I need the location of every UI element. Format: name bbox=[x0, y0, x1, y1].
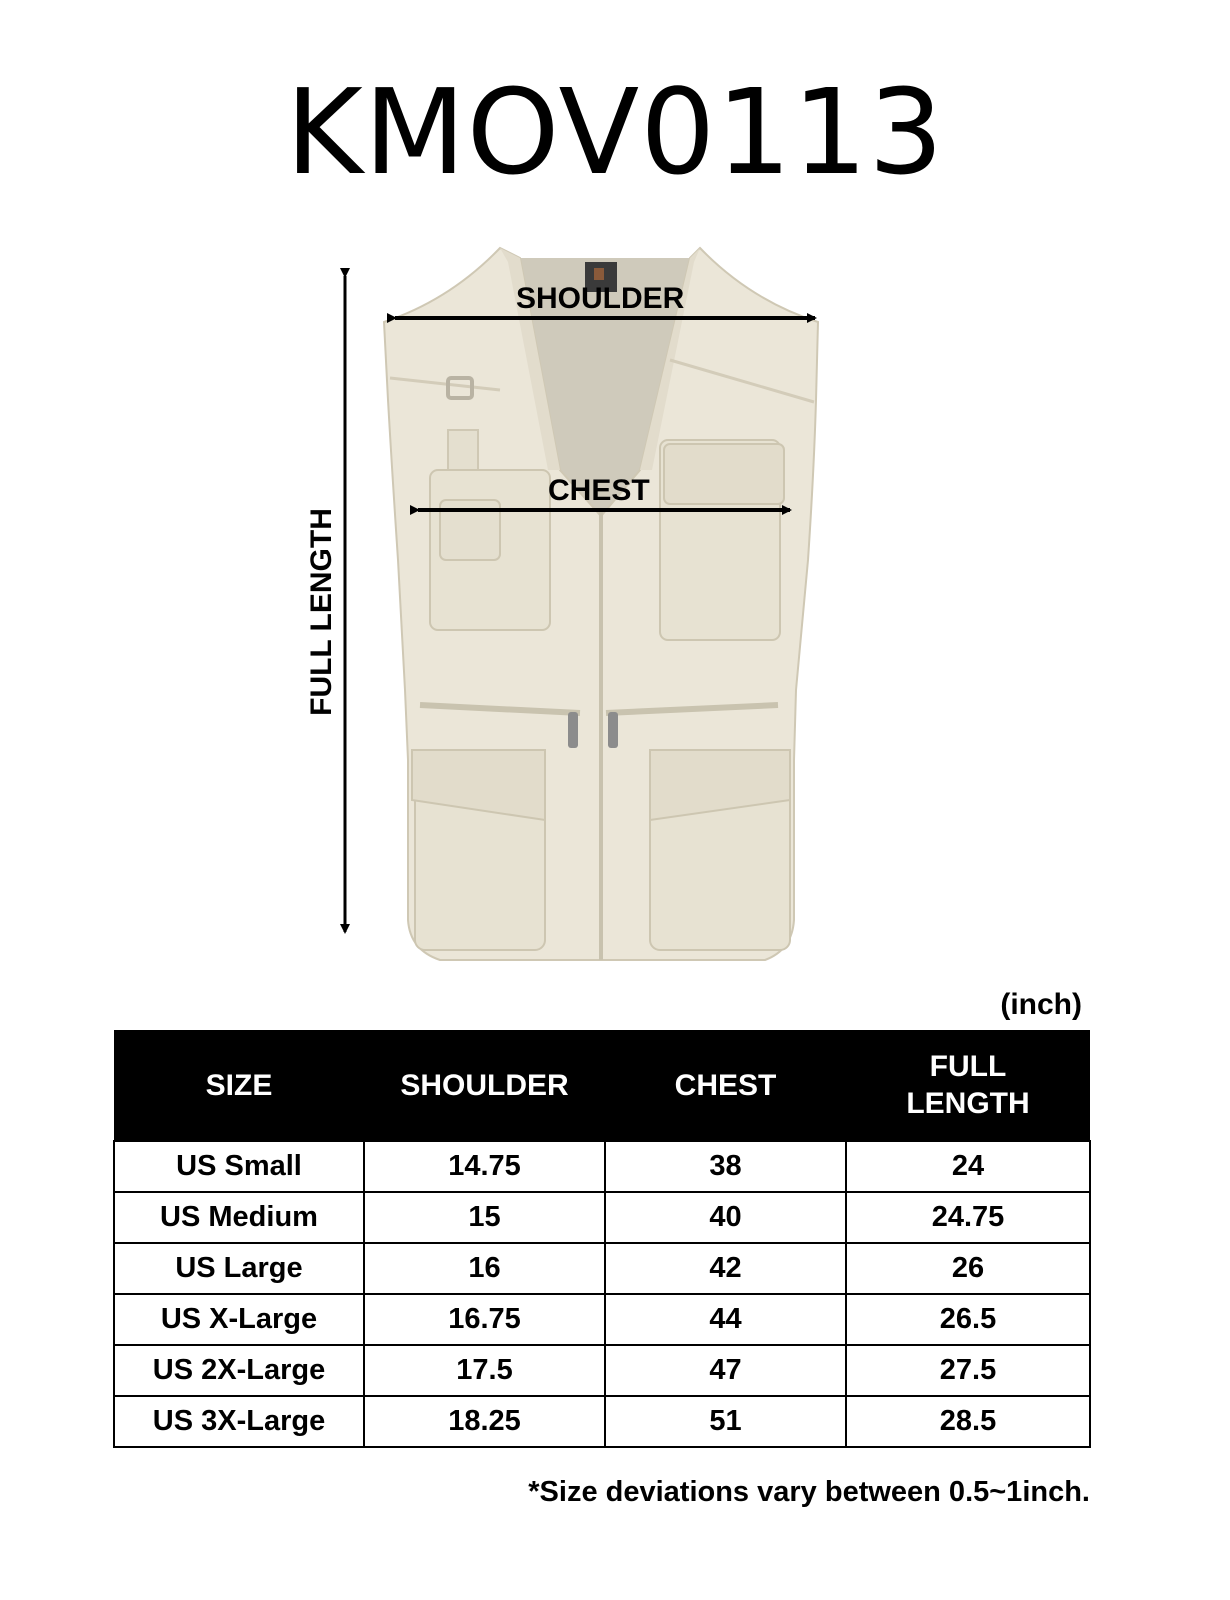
cell-chest: 42 bbox=[605, 1243, 846, 1294]
zipper-pull-icon bbox=[568, 712, 578, 748]
cell-shoulder: 18.25 bbox=[364, 1396, 605, 1447]
cell-size: US X-Large bbox=[114, 1294, 364, 1345]
cell-chest: 38 bbox=[605, 1141, 846, 1192]
header-chest: CHEST bbox=[605, 1030, 846, 1141]
table-row bbox=[114, 1396, 1090, 1447]
size-deviation-note: *Size deviations vary between 0.5~1inch. bbox=[528, 1476, 1090, 1508]
header-full-length: FULL LENGTH bbox=[846, 1030, 1090, 1141]
cell-shoulder: 16.75 bbox=[364, 1294, 605, 1345]
shoulder-label: SHOULDER bbox=[516, 282, 685, 315]
cell-chest: 40 bbox=[605, 1192, 846, 1243]
table-row bbox=[114, 1294, 1090, 1345]
cell-chest: 51 bbox=[605, 1396, 846, 1447]
table-row bbox=[114, 1141, 1090, 1192]
table-row bbox=[114, 1243, 1090, 1294]
cell-full-length: 24.75 bbox=[846, 1192, 1090, 1243]
chest-label: CHEST bbox=[548, 474, 650, 507]
header-shoulder: SHOULDER bbox=[364, 1030, 605, 1141]
cell-full-length: 26.5 bbox=[846, 1294, 1090, 1345]
cell-full-length: 24 bbox=[846, 1141, 1090, 1192]
cell-shoulder: 17.5 bbox=[364, 1345, 605, 1396]
cell-chest: 44 bbox=[605, 1294, 846, 1345]
cell-size: US Large bbox=[114, 1243, 364, 1294]
header-size: SIZE bbox=[114, 1030, 364, 1141]
cell-chest: 47 bbox=[605, 1345, 846, 1396]
table-header-row bbox=[114, 1030, 1090, 1141]
size-chart-table bbox=[113, 1030, 1091, 1448]
cell-shoulder: 15 bbox=[364, 1192, 605, 1243]
table-row bbox=[114, 1345, 1090, 1396]
cell-size: US 3X-Large bbox=[114, 1396, 364, 1447]
cell-full-length: 26 bbox=[846, 1243, 1090, 1294]
product-code-title: KMOV0113 bbox=[285, 63, 945, 201]
zipper-pull-icon bbox=[608, 712, 618, 748]
cell-shoulder: 14.75 bbox=[364, 1141, 605, 1192]
table-row bbox=[114, 1192, 1090, 1243]
cell-full-length: 28.5 bbox=[846, 1396, 1090, 1447]
cell-full-length: 27.5 bbox=[846, 1345, 1090, 1396]
vest-illustration bbox=[384, 248, 818, 960]
cell-size: US 2X-Large bbox=[114, 1345, 364, 1396]
unit-label: (inch) bbox=[1000, 988, 1082, 1021]
cell-shoulder: 16 bbox=[364, 1243, 605, 1294]
full-length-label: FULL LENGTH bbox=[305, 508, 338, 716]
cell-size: US Small bbox=[114, 1141, 364, 1192]
cell-size: US Medium bbox=[114, 1192, 364, 1243]
